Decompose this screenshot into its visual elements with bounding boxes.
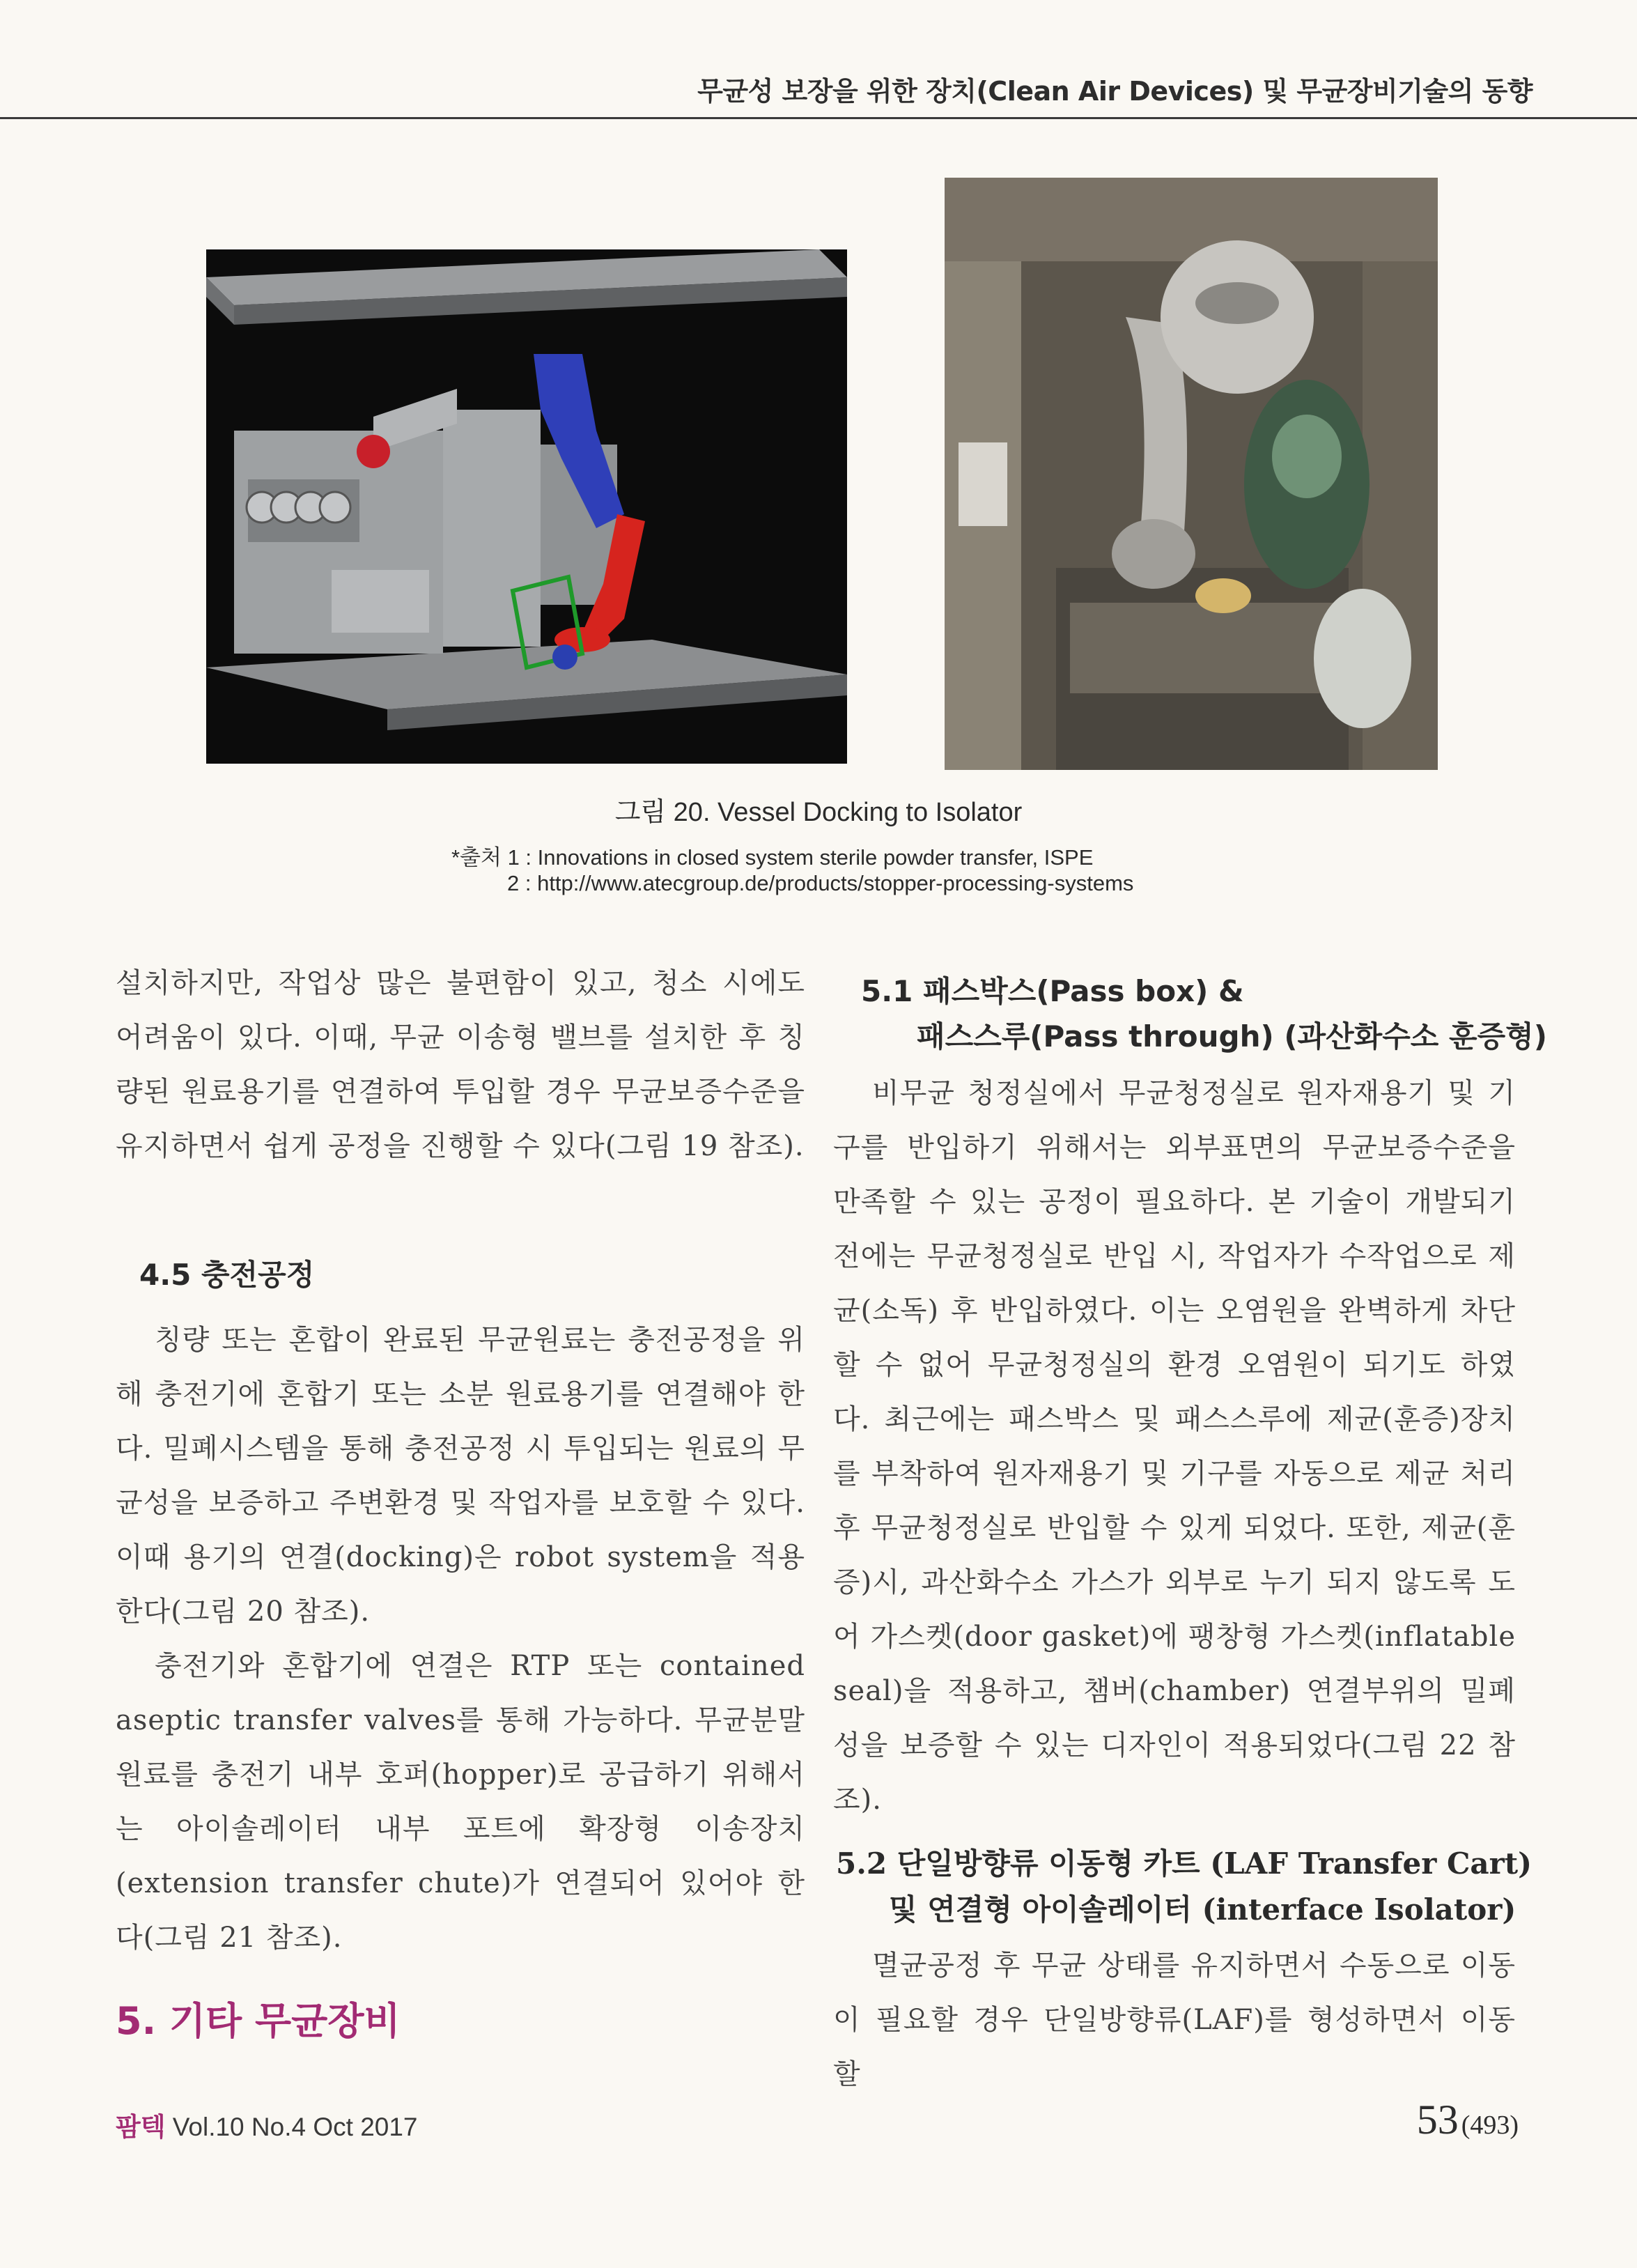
section-5-2-paragraph: 멸균공정 후 무균 상태를 유지하면서 수동으로 이동이 필요할 경우 단일방향류(LAF)를 형성하면서 이동할 [833, 1950, 1516, 2090]
figure-source-2: 2 : http://www.atecgroup.de/products/stopper-processing-systems [507, 871, 1134, 895]
footer-issue: Vol.10 No.4 Oct 2017 [172, 2113, 418, 2141]
cad-render-vessel-docking-icon [206, 249, 847, 764]
section-5-1-title-line-2: 패스스루(Pass through) (과산화수소 훈증형) [917, 1019, 1547, 1054]
page-number: 53 [1416, 2097, 1459, 2143]
header-rule [0, 117, 1637, 119]
section-5-2-title-line-2: 및 연결형 아이솔레이터 (interface Isolator) [889, 1892, 1516, 1927]
section-4-5-title: 4.5 충전공정 [139, 1258, 315, 1292]
footer-brand: 팜텍 [116, 2112, 166, 2142]
page-total: (493) [1461, 2111, 1519, 2140]
footer-page [1365, 2096, 1519, 2144]
section-4-5-paragraph-2: 충전기와 혼합기에 연결은 RTP 또는 contained aseptic transfer valves를 통해 가능하다. 무균분말 원료를 충전기 내부 호퍼(hopper)로 공급하기 위해서는 아이솔레이터 내부 포트에 확장형 이송장치(extension transfer chute)가 연결되어 있어야 한다(그림 21 참조). [116, 1650, 805, 1954]
figure-source-1: *출처 1 : Innovations in closed system sterile powder transfer, ISPE [451, 845, 1094, 870]
section-5-1-paragraph: 비무균 청정실에서 무균청정실로 원자재용기 및 기구를 반입하기 위해서는 외부표면의 무균보증수준을 만족할 수 있는 공정이 필요하다. 본 기술이 개발되기 전에는 무균청정실로 반입 시, 작업자가 수작업으로 제균(소독) 후 반입하였다. 이는 오염원을 완벽하게 차단할 수 없어 무균청정실의 환경 오염원이 되기도 하였다. 최근에는 패스박스 및 패스스루에 제균(훈증)장치를 부착하여 원자재용기 및 기구를 자동으로 제균 처리 후 무균청정실로 반입할 수 있게 되었다. 또한, 제균(훈증)시, 과산화수소 가스가 외부로 누기 되지 않도록 도어 가스켓(door gasket)에 팽창형 가스켓(inflatable seal)을 적용하고, 챔버(chamber) 연결부위의 밀폐성을 보증할 수 있는 디자인이 적용되었다(그림 22 참조). [833, 1077, 1516, 1816]
figure-caption: 그림 20. Vessel Docking to Isolator [614, 798, 1023, 827]
section-4-5-paragraph-1: 칭량 또는 혼합이 완료된 무균원료는 충전공정을 위해 충전기에 혼합기 또는 소분 원료용기를 연결해야 한다. 밀폐시스템을 통해 충전공정 시 투입되는 원료의 무균성을 보증하고 주변환경 및 작업자를 보호할 수 있다. 이때 용기의 연결(docking)은 robot system을 적용한다(그림 20 참조). [116, 1324, 805, 1628]
running-header: 무균성 보장을 위한 장치(Clean Air Devices) 및 무균장비기술의 동향 [697, 76, 1533, 107]
paragraph-intro: 설치하지만, 작업상 많은 불편함이 있고, 청소 시에도 어려움이 있다. 이때, 무균 이송형 밸브를 설치한 후 칭량된 원료용기를 연결하여 투입할 경우 무균보증수준을 유지하면서 쉽게 공정을 진행할 수 있다(그림 19 참조). [116, 967, 805, 1162]
section-5-1-title-line-1: 5.1 패스박스(Pass box) & [861, 974, 1244, 1008]
photo-isolator-docking-icon [945, 178, 1438, 770]
footer-journal [116, 2106, 418, 2143]
section-5-2-title-line-1: 5.2 단일방향류 이동형 카트 (LAF Transfer Cart) [836, 1846, 1533, 1881]
chapter-5-title: 5. 기타 무균장비 [116, 1999, 401, 2043]
